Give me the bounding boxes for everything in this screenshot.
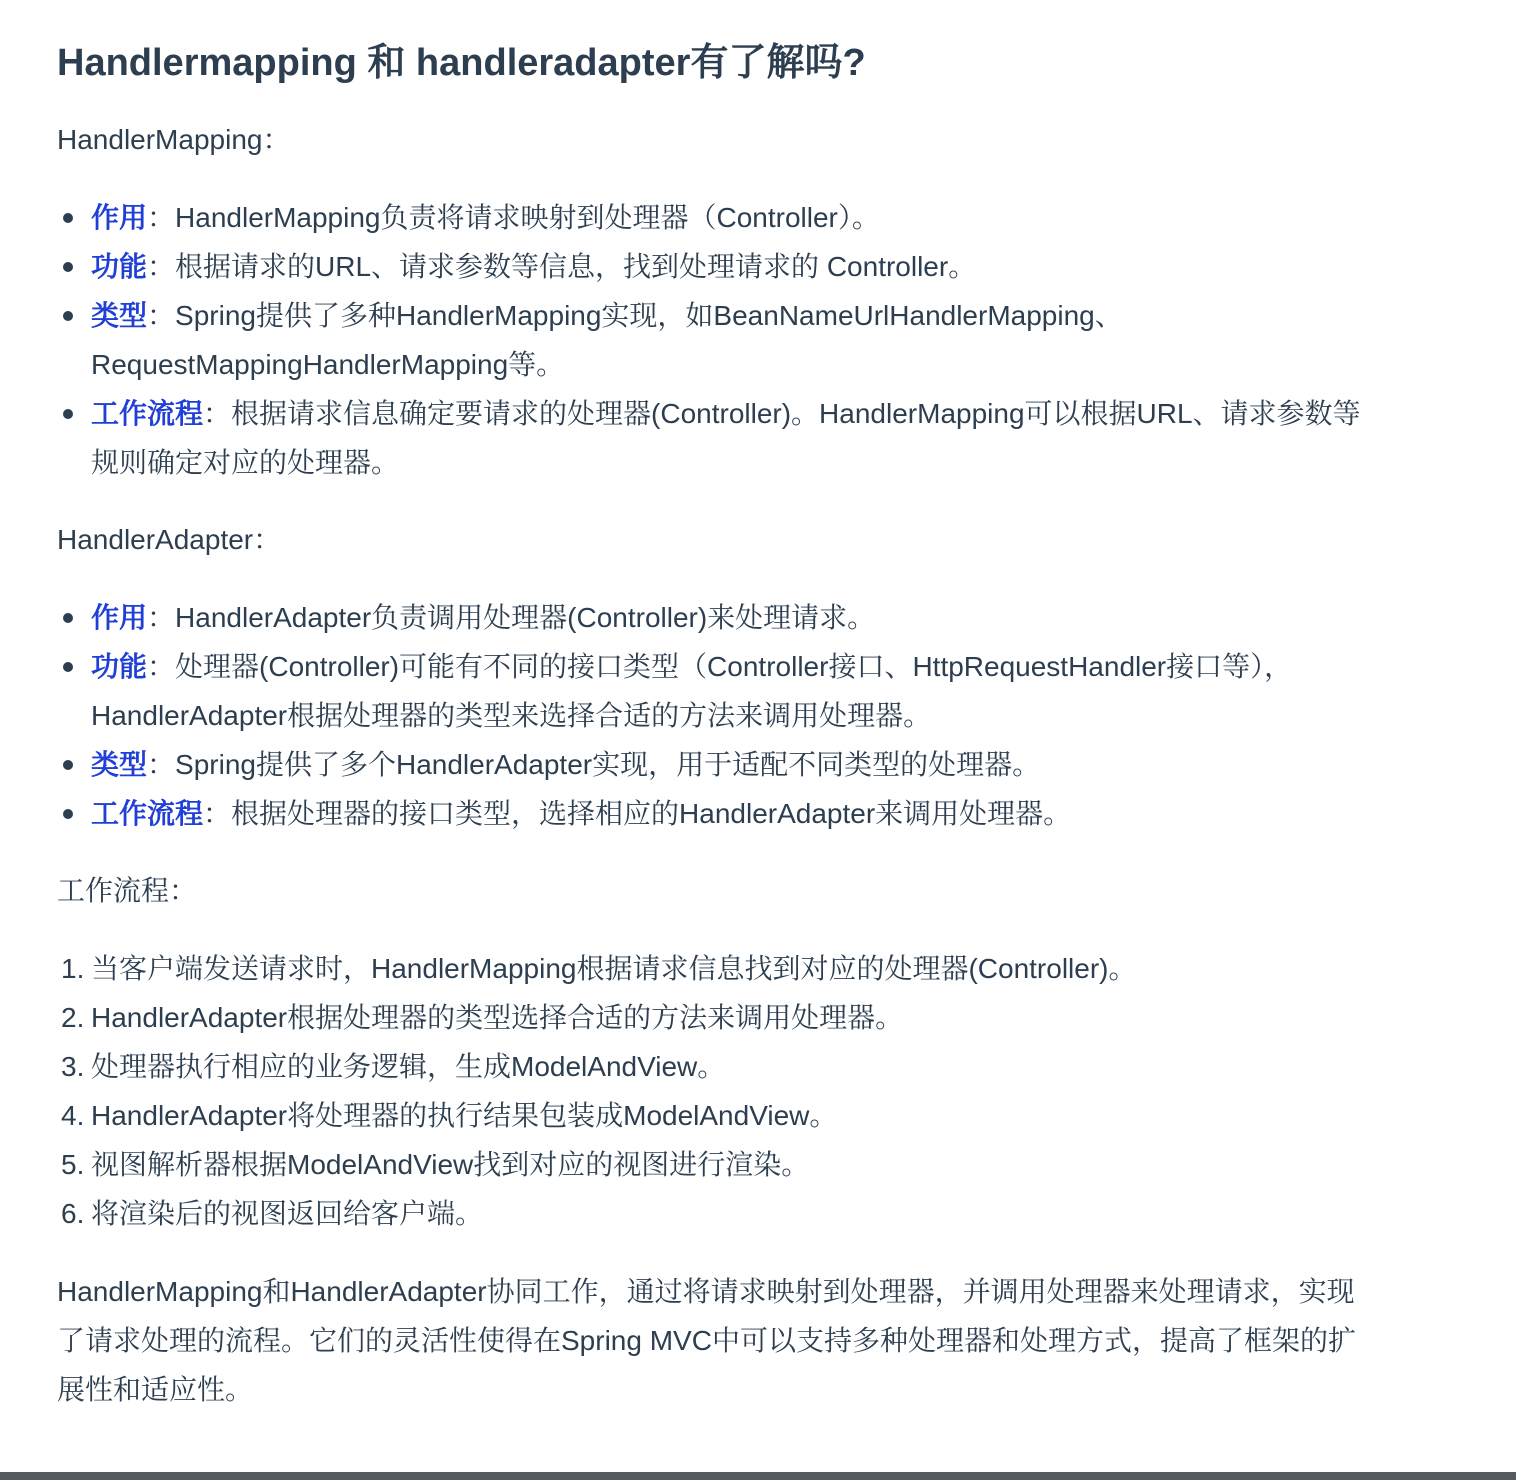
item-separator: ： bbox=[147, 202, 176, 233]
item-label: 功能 bbox=[91, 251, 148, 282]
item-label: 类型 bbox=[91, 300, 148, 331]
step-number: 3. bbox=[61, 1051, 85, 1082]
page-title: Handlermapping 和 handleradapter有了解吗? bbox=[57, 42, 866, 84]
item-text: HandlerAdapter负责调用处理器(Controller)来处理请求。 bbox=[175, 602, 876, 633]
list-item bbox=[57, 642, 1377, 740]
section-heading-handlermapping: HandlerMapping： bbox=[57, 124, 291, 155]
list-item bbox=[57, 193, 1377, 242]
section-heading-handleradapter: HandlerAdapter： bbox=[57, 524, 282, 555]
item-label: 类型 bbox=[91, 749, 148, 780]
item-separator: ： bbox=[147, 651, 176, 682]
bullet-icon bbox=[63, 809, 73, 819]
list-item bbox=[57, 740, 1377, 789]
step-text: 处理器执行相应的业务逻辑，生成ModelAndView。 bbox=[91, 1051, 726, 1082]
bullet-icon bbox=[63, 662, 73, 672]
item-separator: ： bbox=[147, 749, 176, 780]
step-text: HandlerAdapter根据处理器的类型选择合适的方法来调用处理器。 bbox=[91, 1002, 904, 1033]
item-label: 功能 bbox=[91, 651, 148, 682]
bullet-icon bbox=[63, 311, 73, 321]
step-number: 2. bbox=[61, 1002, 85, 1033]
handlermapping-list bbox=[57, 193, 1377, 487]
step-number: 6. bbox=[61, 1198, 85, 1229]
bullet-icon bbox=[63, 409, 73, 419]
item-separator: ： bbox=[203, 398, 232, 429]
bullet-icon bbox=[63, 213, 73, 223]
item-separator: ： bbox=[203, 798, 232, 829]
section-heading-workflow: 工作流程： bbox=[57, 875, 198, 906]
step-text: 视图解析器根据ModelAndView找到对应的视图进行渲染。 bbox=[91, 1149, 810, 1180]
item-text: Spring提供了多种HandlerMapping实现，如BeanNameUrlHandlerMapping、RequestMappingHandlerMapping等。 bbox=[91, 300, 1123, 380]
list-item bbox=[57, 789, 1377, 838]
item-text: 根据请求的URL、请求参数等信息，找到处理请求的 Controller。 bbox=[175, 251, 977, 282]
item-text: HandlerMapping负责将请求映射到处理器（Controller）。 bbox=[175, 202, 880, 233]
list-item bbox=[57, 993, 1377, 1042]
item-text: 根据处理器的接口类型，选择相应的HandlerAdapter来调用处理器。 bbox=[231, 798, 1072, 829]
item-separator: ： bbox=[147, 300, 176, 331]
item-label: 作用 bbox=[91, 202, 148, 233]
item-label: 工作流程 bbox=[91, 398, 204, 429]
step-number: 1. bbox=[61, 953, 85, 984]
list-item bbox=[57, 944, 1377, 993]
list-item bbox=[57, 1042, 1377, 1091]
step-number: 4. bbox=[61, 1100, 85, 1131]
list-item bbox=[57, 242, 1377, 291]
list-item bbox=[57, 1189, 1377, 1238]
list-item bbox=[57, 1091, 1377, 1140]
list-item bbox=[57, 291, 1377, 389]
item-label: 作用 bbox=[91, 602, 148, 633]
item-separator: ： bbox=[147, 602, 176, 633]
item-text: 根据请求信息确定要请求的处理器(Controller)。HandlerMapping可以根据URL、请求参数等规则确定对应的处理器。 bbox=[91, 398, 1361, 478]
list-item bbox=[57, 1140, 1377, 1189]
item-label: 工作流程 bbox=[91, 798, 204, 829]
item-text: Spring提供了多个HandlerAdapter实现，用于适配不同类型的处理器。 bbox=[175, 749, 1041, 780]
bullet-icon bbox=[63, 760, 73, 770]
bullet-icon bbox=[63, 262, 73, 272]
bullet-icon bbox=[63, 613, 73, 623]
item-separator: ： bbox=[147, 251, 176, 282]
step-text: 当客户端发送请求时，HandlerMapping根据请求信息找到对应的处理器(Controller)。 bbox=[91, 953, 1137, 984]
list-item bbox=[57, 593, 1377, 642]
bottom-scroll-bar[interactable] bbox=[0, 1472, 1516, 1480]
step-number: 5. bbox=[61, 1149, 85, 1180]
handleradapter-list bbox=[57, 593, 1377, 838]
list-item bbox=[57, 389, 1377, 487]
item-text: 处理器(Controller)可能有不同的接口类型（Controller接口、HttpRequestHandler接口等），HandlerAdapter根据处理器的类型来选择合适的方法来调用处理器。 bbox=[91, 651, 1293, 731]
step-text: HandlerAdapter将处理器的执行结果包装成ModelAndView。 bbox=[91, 1100, 838, 1131]
step-text: 将渲染后的视图返回给客户端。 bbox=[91, 1198, 484, 1229]
workflow-steps-list bbox=[57, 944, 1377, 1238]
summary-paragraph: HandlerMapping和HandlerAdapter协同工作，通过将请求映射到处理器，并调用处理器来处理请求，实现了请求处理的流程。它们的灵活性使得在Spring MVC中可以支持多种处理器和处理方式，提高了框架的扩展性和适应性。 bbox=[57, 1276, 1356, 1405]
